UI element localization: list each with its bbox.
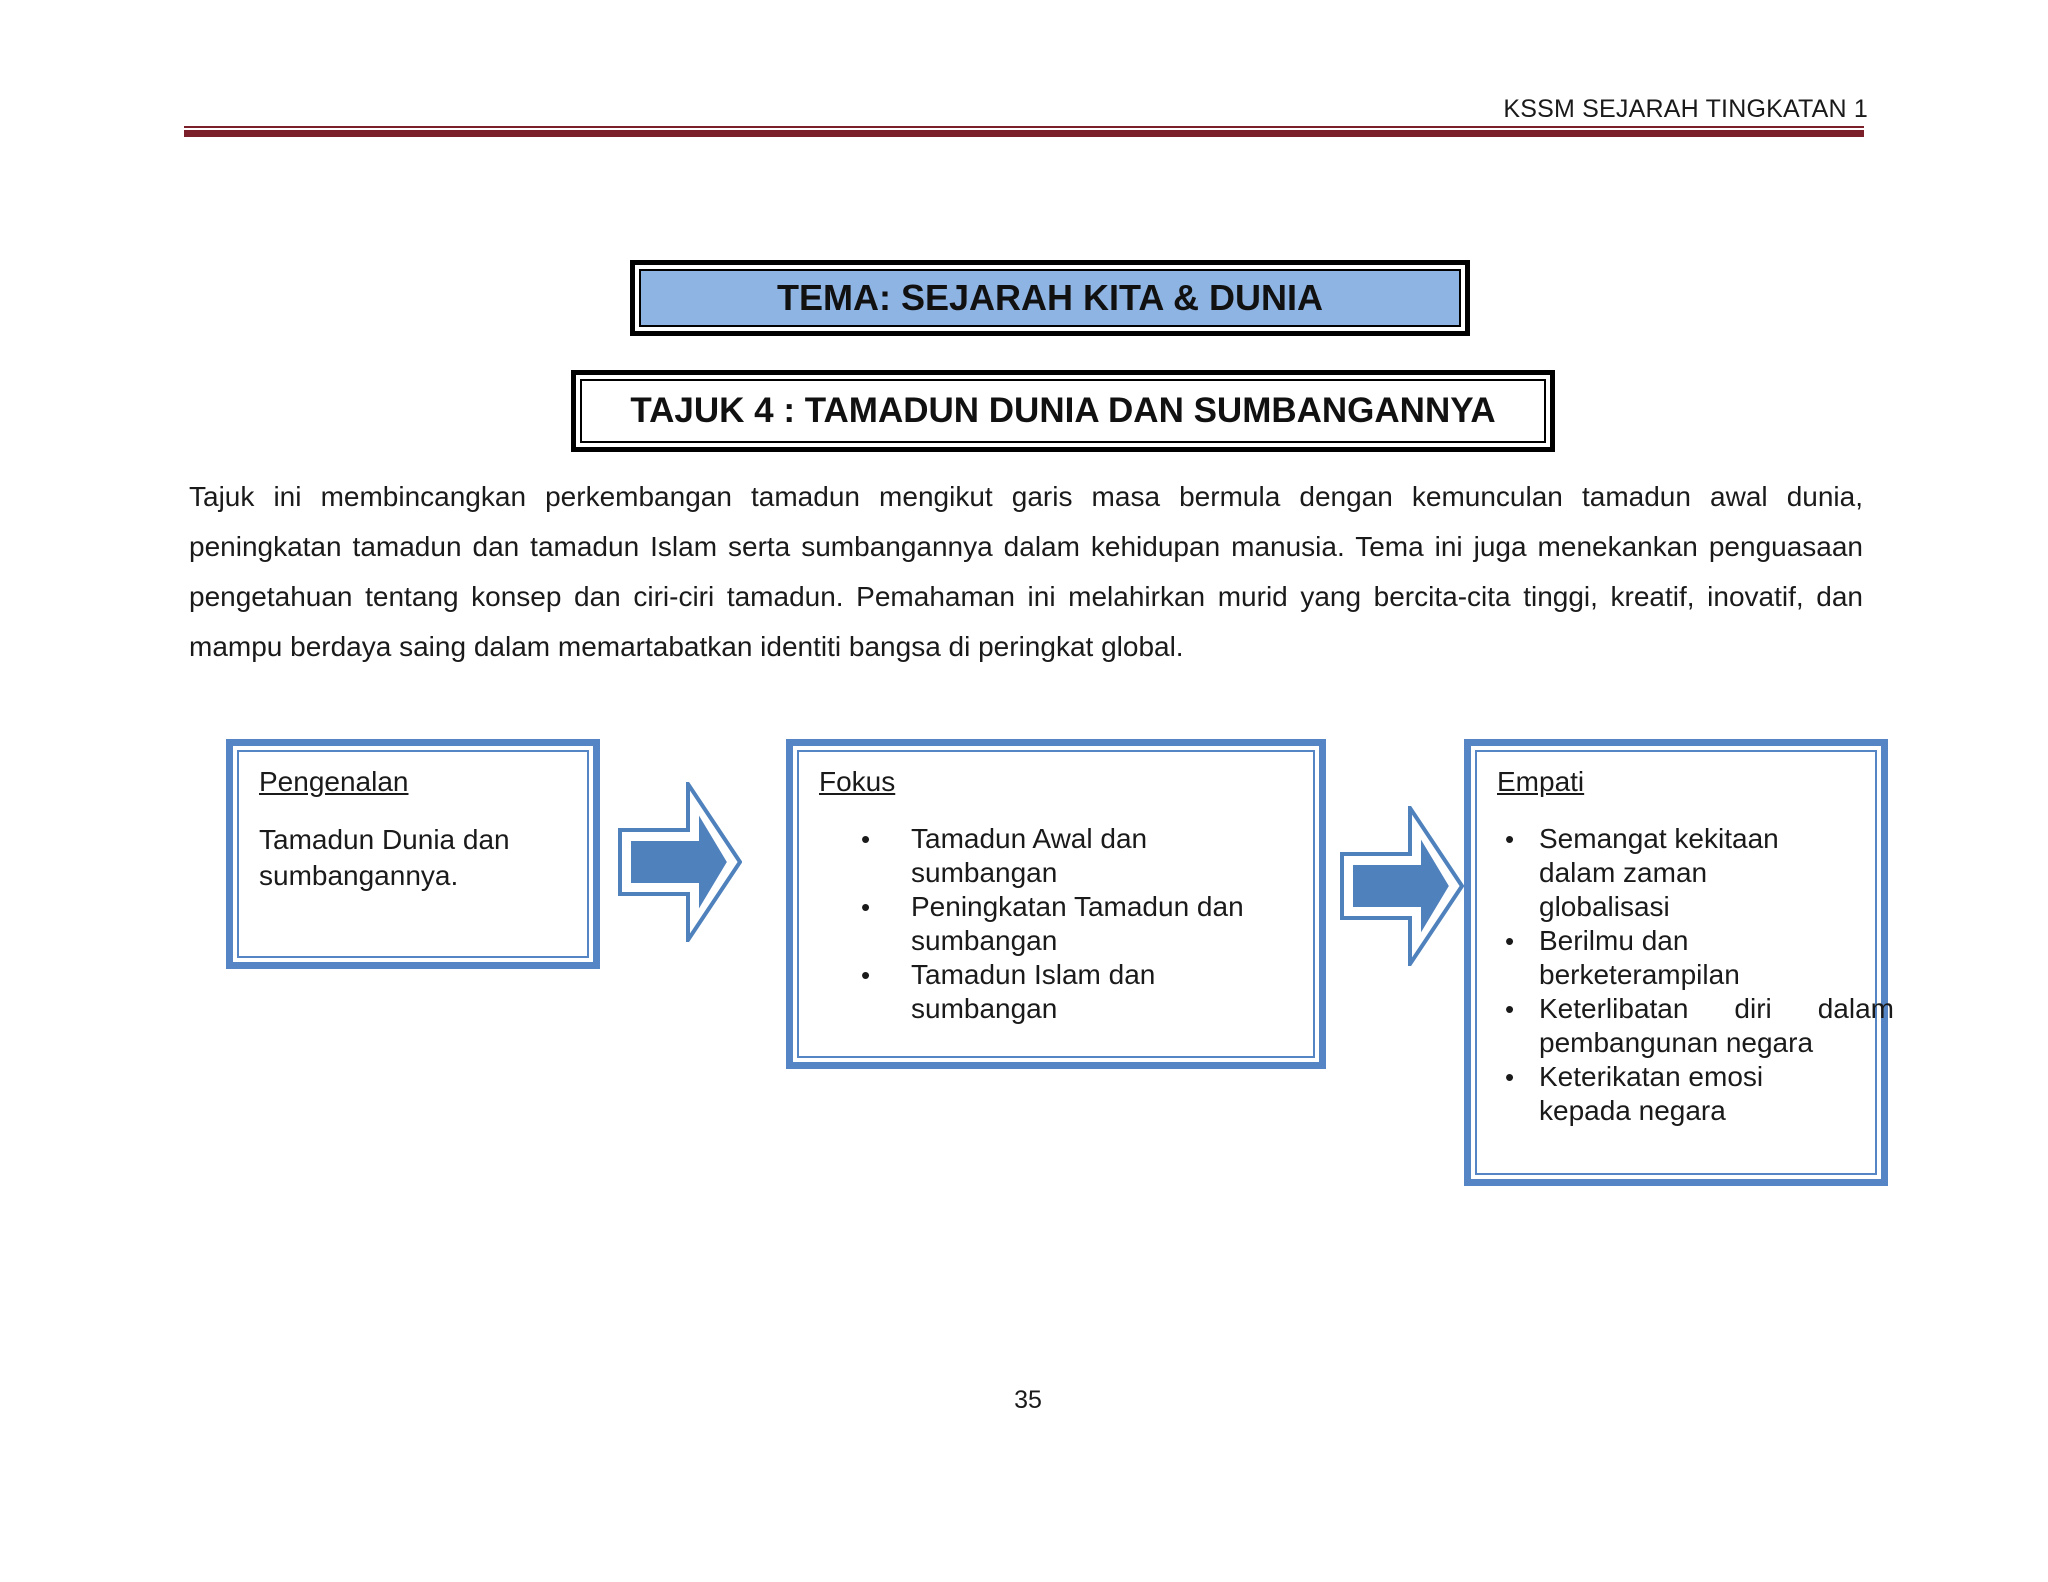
fokus-item-text: Tamadun Awal dan sumbangan <box>911 823 1148 888</box>
empati-item-text: Berilmu dan berketerampilan <box>1539 925 1740 990</box>
list-item <box>1497 822 1829 924</box>
empati-item-text: Keterlibatan diri dalam pembangunan negara <box>1539 993 1894 1058</box>
list-item <box>1497 924 1799 992</box>
bullet-icon: • <box>861 960 871 990</box>
tema-label: TEMA: SEJARAH KITA & DUNIA <box>639 269 1461 327</box>
fokus-card-inner <box>797 750 1315 1058</box>
intro-paragraph: Tajuk ini membincangkan perkembangan tamadun mengikut garis masa bermula dengan kemunculan tamadun awal dunia, peningkatan tamadun dan tamadun Islam serta sumbangannya dalam kehidupan manusia. Tema ini juga menekankan penguasaan pengetahuan tentang konsep dan ciri-ciri tamadun. Pemahaman ini melahirkan murid yang bercita-cita tinggi, kreatif, inovatif, dan mampu berdaya saing dalam memartabatkan identiti bangsa di peringkat global. <box>189 481 1863 662</box>
header-rule <box>184 126 1864 138</box>
fokus-item-text: Peningkatan Tamadun dan sumbangan <box>911 891 1244 956</box>
list-item <box>1497 1060 1829 1128</box>
fokus-item-text: Tamadun Islam dan sumbangan <box>911 959 1156 1024</box>
tajuk-box <box>571 370 1555 452</box>
fokus-card <box>786 739 1326 1069</box>
pengenalan-title: Pengenalan <box>259 766 409 797</box>
empati-card-inner <box>1475 750 1894 1175</box>
list-item <box>819 822 1221 890</box>
right-arrow-icon <box>618 782 742 942</box>
tajuk-label: TAJUK 4 : TAMADUN DUNIA DAN SUMBANGANNYA <box>580 379 1546 443</box>
bullet-icon: • <box>1505 994 1515 1024</box>
tema-box <box>630 260 1470 336</box>
page-header-title: KSSM SEJARAH TINGKATAN 1 <box>1503 95 1868 123</box>
bullet-icon: • <box>1505 824 1515 854</box>
pengenalan-card-inner <box>237 750 589 958</box>
page-number: 35 <box>1014 1386 1042 1414</box>
bullet-icon: • <box>861 824 871 854</box>
list-item <box>819 890 1291 958</box>
empati-title: Empati <box>1497 766 1585 797</box>
empati-list <box>1497 822 1894 1128</box>
pengenalan-body: Tamadun Dunia dan sumbangannya. <box>259 824 510 891</box>
pengenalan-card <box>226 739 600 969</box>
bullet-icon: • <box>861 892 871 922</box>
header-rule-thick <box>184 130 1864 137</box>
right-arrow-icon <box>1340 806 1464 966</box>
fokus-title: Fokus <box>819 766 896 797</box>
empati-card <box>1464 739 1894 1186</box>
empati-item-text: Keterikatan emosi kepada negara <box>1539 1061 1764 1126</box>
list-item <box>819 958 1221 1026</box>
empati-item-text: Semangat kekitaan dalam zaman globalisasi <box>1539 823 1779 922</box>
bullet-icon: • <box>1505 1062 1515 1092</box>
list-item <box>1497 992 1894 1060</box>
header-rule-thin <box>184 126 1864 128</box>
fokus-list <box>819 822 1293 1026</box>
bullet-icon: • <box>1505 926 1515 956</box>
